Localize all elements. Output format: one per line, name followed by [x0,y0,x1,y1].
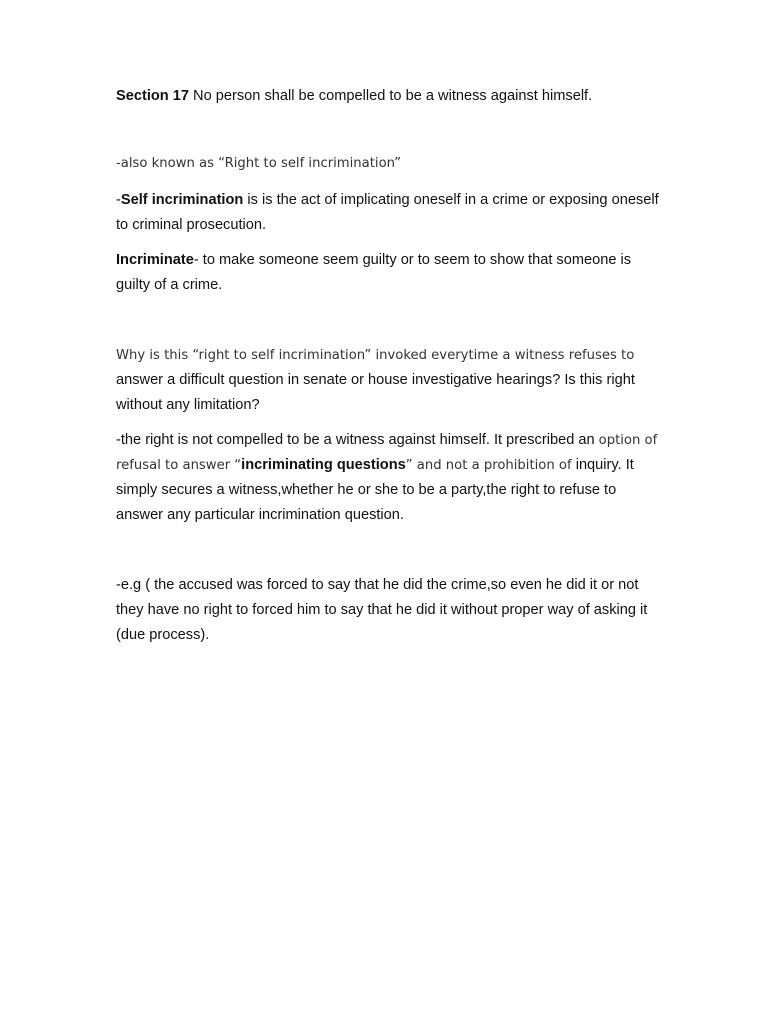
section-label: Section 17 [116,88,189,104]
question-paragraph [116,343,661,418]
incriminating-questions-term: incriminating questions [241,457,406,473]
question-rest: answer a difficult question in senate or house investigative hearings? Is this right without any limitation? [116,372,635,413]
answer-part2: option of refusal to answer “ [116,433,658,473]
question-first-line: Why is this “right to self incrimination” invoked everytime a witness refuses to [116,348,635,363]
answer-part1: -the right is not compelled to be a witness against himself. It prescribed an [116,432,599,448]
incriminate-definition [116,248,661,298]
section-text: No person shall be compelled to be a witness against himself. [189,88,593,104]
self-incrimination-term: Self incrimination [120,192,244,208]
self-incrimination-definition [116,188,661,238]
answer-paragraph [116,428,661,528]
self-incrimination-text: is is the act of implicating oneself in a crime or exposing oneself to criminal prosecution. [116,192,659,233]
incriminate-term: Incriminate [116,252,194,268]
incriminate-text: - to make someone seem guilty or to seem to show that someone is guilty of a crime. [116,252,632,293]
answer-part4: inquiry. It simply secures a witness,whether he or she to be a party,the right to refuse to answer any particular incrimination question. [116,457,634,523]
section-17-paragraph [116,84,661,109]
example-paragraph: -e.g ( the accused was forced to say that he did the crime,so even he did it or not they have no right to forced him to say that he did it without proper way of asking it (due process). [116,577,648,643]
also-known-line: -also known as “Right to self incrimination” [116,156,402,171]
dash-prefix: - [116,192,121,208]
answer-part3: ” and not a prohibition of [405,458,572,473]
